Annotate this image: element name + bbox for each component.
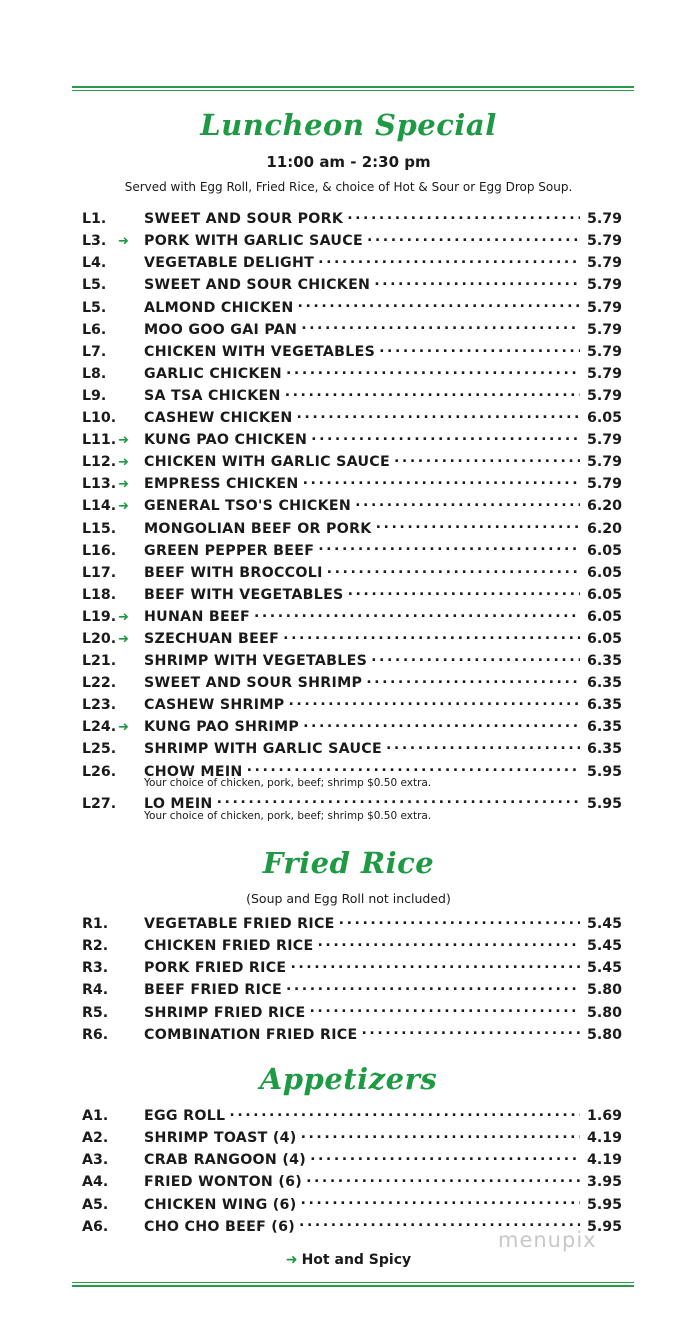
menu-item	[82, 364, 622, 386]
item-price: 5.79	[586, 255, 622, 272]
item-name: PORK WITH GARLIC SAUCE	[144, 233, 363, 250]
item-name: EGG ROLL	[144, 1108, 226, 1125]
item-name: CRAB RANGOON (4)	[144, 1152, 307, 1169]
item-name: PORK FRIED RICE	[144, 960, 287, 977]
item-code: L7.	[82, 343, 107, 360]
menu-item	[82, 563, 622, 585]
dot-leader	[361, 1024, 580, 1038]
menu-item	[82, 629, 622, 651]
menu-item	[82, 1106, 622, 1128]
item-code: A3.	[82, 1152, 109, 1169]
item-price: 5.80	[586, 1026, 622, 1043]
item-code: L21.	[82, 653, 117, 670]
item-price: 5.79	[586, 277, 622, 294]
dot-leader	[217, 793, 580, 807]
menu-item	[82, 695, 622, 717]
luncheon-list	[82, 209, 622, 826]
menu-item	[82, 319, 622, 341]
item-price: 5.80	[586, 982, 622, 999]
dot-leader	[283, 629, 580, 643]
dot-leader	[394, 452, 580, 466]
menu-item	[82, 430, 622, 452]
dot-leader	[303, 717, 580, 731]
item-name: LO MEIN	[144, 795, 213, 812]
item-price: 6.05	[586, 608, 622, 625]
dot-leader	[254, 607, 580, 621]
item-name: BEEF WITH BROCCOLI	[144, 564, 323, 581]
menu-item	[82, 739, 622, 761]
item-name: SWEET AND SOUR CHICKEN	[144, 277, 371, 294]
menu-item	[82, 231, 622, 253]
menu-item	[82, 297, 622, 319]
item-code: L8.	[82, 365, 107, 382]
menu-item	[82, 585, 622, 607]
item-code: L18.	[82, 586, 117, 603]
item-code: L1.	[82, 211, 107, 228]
item-code: L16.	[82, 542, 117, 559]
dot-leader	[339, 914, 580, 928]
item-code: L14.	[82, 498, 117, 515]
dot-leader	[286, 364, 580, 378]
item-code: L23.	[82, 697, 117, 714]
item-code: R5.	[82, 1004, 109, 1021]
menu-item	[82, 496, 622, 518]
item-code: L17.	[82, 564, 117, 581]
item-name: CASHEW CHICKEN	[144, 410, 293, 427]
menu-item	[82, 275, 622, 297]
item-price: 6.35	[586, 741, 622, 758]
item-price: 6.05	[586, 564, 622, 581]
dot-leader	[374, 275, 580, 289]
item-name: MONGOLIAN BEEF OR PORK	[144, 520, 372, 537]
item-price: 3.95	[586, 1174, 622, 1191]
item-code: L5.	[82, 299, 107, 316]
item-note: Your choice of chicken, pork, beef; shrimp $0.50 extra.	[144, 809, 432, 822]
menu-item	[82, 651, 622, 673]
item-code: L19.	[82, 608, 117, 625]
menu-item	[82, 540, 622, 562]
item-price: 5.79	[586, 321, 622, 338]
luncheon-note: Served with Egg Roll, Fried Rice, & choice of Hot & Sour or Egg Drop Soup.	[124, 180, 573, 194]
dot-leader	[298, 297, 580, 311]
menu-item	[82, 1024, 622, 1046]
menu-item	[82, 958, 622, 980]
item-price: 5.79	[586, 211, 622, 228]
dot-leader	[303, 474, 580, 488]
item-price: 1.69	[586, 1108, 622, 1125]
item-code: L25.	[82, 741, 117, 758]
item-name: EMPRESS CHICKEN	[144, 476, 299, 493]
item-name: BEEF FRIED RICE	[144, 982, 282, 999]
item-price: 5.79	[586, 365, 622, 382]
item-code: L26.	[82, 763, 117, 780]
item-name: BEEF WITH VEGETABLES	[144, 586, 344, 603]
pepper-icon: ➜	[118, 631, 129, 647]
item-code: L12.	[82, 454, 117, 471]
menu-item	[82, 408, 622, 430]
luncheon-title: Luncheon Special	[200, 108, 497, 142]
dot-leader	[318, 253, 580, 267]
item-code: A1.	[82, 1108, 109, 1125]
menu-item	[82, 386, 622, 408]
item-code: L5.	[82, 277, 107, 294]
item-code: L9.	[82, 387, 107, 404]
menu-item	[82, 717, 622, 739]
dot-leader	[347, 209, 580, 223]
item-price: 6.05	[586, 586, 622, 603]
item-name: SHRIMP TOAST (4)	[144, 1130, 297, 1147]
dot-leader	[285, 386, 580, 400]
item-name: KUNG PAO CHICKEN	[144, 432, 308, 449]
item-name: GARLIC CHICKEN	[144, 365, 282, 382]
menu-item	[82, 1002, 622, 1024]
item-price: 6.35	[586, 675, 622, 692]
item-name: SHRIMP WITH GARLIC SAUCE	[144, 741, 382, 758]
item-name: CHICKEN WING (6)	[144, 1196, 297, 1213]
pepper-icon: ➜	[285, 1252, 298, 1268]
item-name: MOO GOO GAI PAN	[144, 321, 298, 338]
menu-item	[82, 914, 622, 936]
item-name: GREEN PEPPER BEEF	[144, 542, 315, 559]
item-price: 6.35	[586, 653, 622, 670]
dot-leader	[229, 1106, 580, 1120]
item-code: L15.	[82, 520, 117, 537]
item-price: 5.80	[586, 1004, 622, 1021]
watermark: menupix	[498, 1228, 597, 1252]
item-name: VEGETABLE DELIGHT	[144, 255, 315, 272]
item-price: 5.95	[586, 795, 622, 812]
item-code: L11.	[82, 432, 117, 449]
top-border	[72, 86, 634, 91]
menu-item	[82, 1194, 622, 1216]
item-name: SA TSA CHICKEN	[144, 387, 281, 404]
pepper-icon: ➜	[118, 234, 129, 250]
item-price: 4.19	[586, 1152, 622, 1169]
menu-item	[82, 342, 622, 364]
fried-rice-note: (Soup and Egg Roll not included)	[246, 891, 451, 906]
item-name: SZECHUAN BEEF	[144, 630, 280, 647]
pepper-icon: ➜	[118, 455, 129, 471]
fried-rice-list	[82, 914, 622, 1047]
dot-leader	[306, 1172, 580, 1186]
dot-leader	[288, 695, 580, 709]
pepper-icon: ➜	[118, 720, 129, 736]
item-code: L6.	[82, 321, 107, 338]
dot-leader	[310, 1150, 580, 1164]
item-price: 5.79	[586, 387, 622, 404]
item-name: CASHEW SHRIMP	[144, 697, 285, 714]
dot-leader	[317, 936, 580, 950]
pepper-icon: ➜	[118, 433, 129, 449]
item-name: CHICKEN WITH VEGETABLES	[144, 343, 376, 360]
dot-leader	[371, 651, 580, 665]
dot-leader	[327, 563, 580, 577]
dot-leader	[297, 408, 581, 422]
item-code: L20.	[82, 630, 117, 647]
appetizers-title: Appetizers	[259, 1062, 438, 1096]
item-price: 5.45	[586, 960, 622, 977]
item-code: L24.	[82, 719, 117, 736]
dot-leader	[311, 430, 580, 444]
item-price: 6.05	[586, 410, 622, 427]
item-price: 5.45	[586, 938, 622, 955]
item-name: VEGETABLE FRIED RICE	[144, 916, 335, 933]
item-code: L4.	[82, 255, 107, 272]
item-price: 4.19	[586, 1130, 622, 1147]
item-price: 5.79	[586, 343, 622, 360]
item-code: A5.	[82, 1196, 109, 1213]
item-code: L13.	[82, 476, 117, 493]
menu-item	[82, 1172, 622, 1194]
menu-item	[82, 518, 622, 540]
item-code: L27.	[82, 795, 117, 812]
menu-item	[82, 474, 622, 496]
item-name: CHICKEN WITH GARLIC SAUCE	[144, 454, 390, 471]
item-code: L22.	[82, 675, 117, 692]
item-price: 6.35	[586, 697, 622, 714]
pepper-icon: ➜	[118, 499, 129, 515]
dot-leader	[386, 739, 580, 753]
item-code: A2.	[82, 1130, 109, 1147]
dot-leader	[247, 761, 580, 775]
pepper-icon: ➜	[118, 609, 129, 625]
dot-leader	[301, 319, 580, 333]
menu-item	[82, 1150, 622, 1172]
item-price: 5.79	[586, 454, 622, 471]
item-name: FRIED WONTON (6)	[144, 1174, 303, 1191]
item-name: COMBINATION FRIED RICE	[144, 1026, 358, 1043]
menu-item	[82, 607, 622, 629]
item-note: Your choice of chicken, pork, beef; shrimp $0.50 extra.	[144, 777, 432, 790]
item-price: 5.79	[586, 432, 622, 449]
item-code: R4.	[82, 982, 109, 999]
item-name: GENERAL TSO'S CHICKEN	[144, 498, 352, 515]
item-code: R2.	[82, 938, 109, 955]
dot-leader	[290, 958, 580, 972]
dot-leader	[286, 980, 580, 994]
item-price: 5.79	[586, 299, 622, 316]
item-code: L3.	[82, 233, 107, 250]
item-price: 6.35	[586, 719, 622, 736]
dot-leader	[379, 342, 580, 356]
item-price: 5.95	[586, 1218, 622, 1235]
luncheon-hours: 11:00 am - 2:30 pm	[266, 153, 431, 171]
item-name: SWEET AND SOUR PORK	[144, 211, 344, 228]
dot-leader	[301, 1194, 580, 1208]
dot-leader	[367, 231, 580, 245]
menu-item	[82, 936, 622, 958]
appetizers-list	[82, 1106, 622, 1239]
menu-item	[82, 452, 622, 474]
dot-leader	[309, 1002, 580, 1016]
item-code: L10.	[82, 410, 117, 427]
dot-leader	[301, 1128, 580, 1142]
item-price: 5.45	[586, 916, 622, 933]
menu-item	[82, 1128, 622, 1150]
item-price: 5.95	[586, 1196, 622, 1213]
item-code: R6.	[82, 1026, 109, 1043]
item-name: HUNAN BEEF	[144, 608, 250, 625]
dot-leader	[318, 540, 580, 554]
item-name: KUNG PAO SHRIMP	[144, 719, 300, 736]
item-code: A6.	[82, 1218, 109, 1235]
item-code: A4.	[82, 1174, 109, 1191]
item-price: 6.05	[586, 630, 622, 647]
item-price: 5.95	[586, 763, 622, 780]
item-code: R1.	[82, 916, 109, 933]
legend-label: Hot and Spicy	[301, 1252, 412, 1268]
item-name: CHICKEN FRIED RICE	[144, 938, 314, 955]
item-name: SWEET AND SOUR SHRIMP	[144, 675, 363, 692]
dot-leader	[348, 585, 580, 599]
menu-item	[82, 209, 622, 231]
menu-item	[82, 980, 622, 1002]
item-name: SHRIMP FRIED RICE	[144, 1004, 306, 1021]
pepper-icon: ➜	[118, 477, 129, 493]
menu-item	[82, 253, 622, 275]
item-code: R3.	[82, 960, 109, 977]
item-name: ALMOND CHICKEN	[144, 299, 294, 316]
item-price: 6.20	[586, 498, 622, 515]
item-price: 6.05	[586, 542, 622, 559]
item-name: CHO CHO BEEF (6)	[144, 1218, 296, 1235]
item-name: CHOW MEIN	[144, 763, 243, 780]
dot-leader	[376, 518, 580, 532]
legend	[0, 1252, 697, 1268]
dot-leader	[366, 673, 580, 687]
item-name: SHRIMP WITH VEGETABLES	[144, 653, 368, 670]
fried-rice-title: Fried Rice	[262, 846, 435, 880]
item-price: 6.20	[586, 520, 622, 537]
item-price: 5.79	[586, 233, 622, 250]
dot-leader	[355, 496, 580, 510]
menu-item	[82, 673, 622, 695]
item-price: 5.79	[586, 476, 622, 493]
bottom-border	[72, 1282, 634, 1287]
